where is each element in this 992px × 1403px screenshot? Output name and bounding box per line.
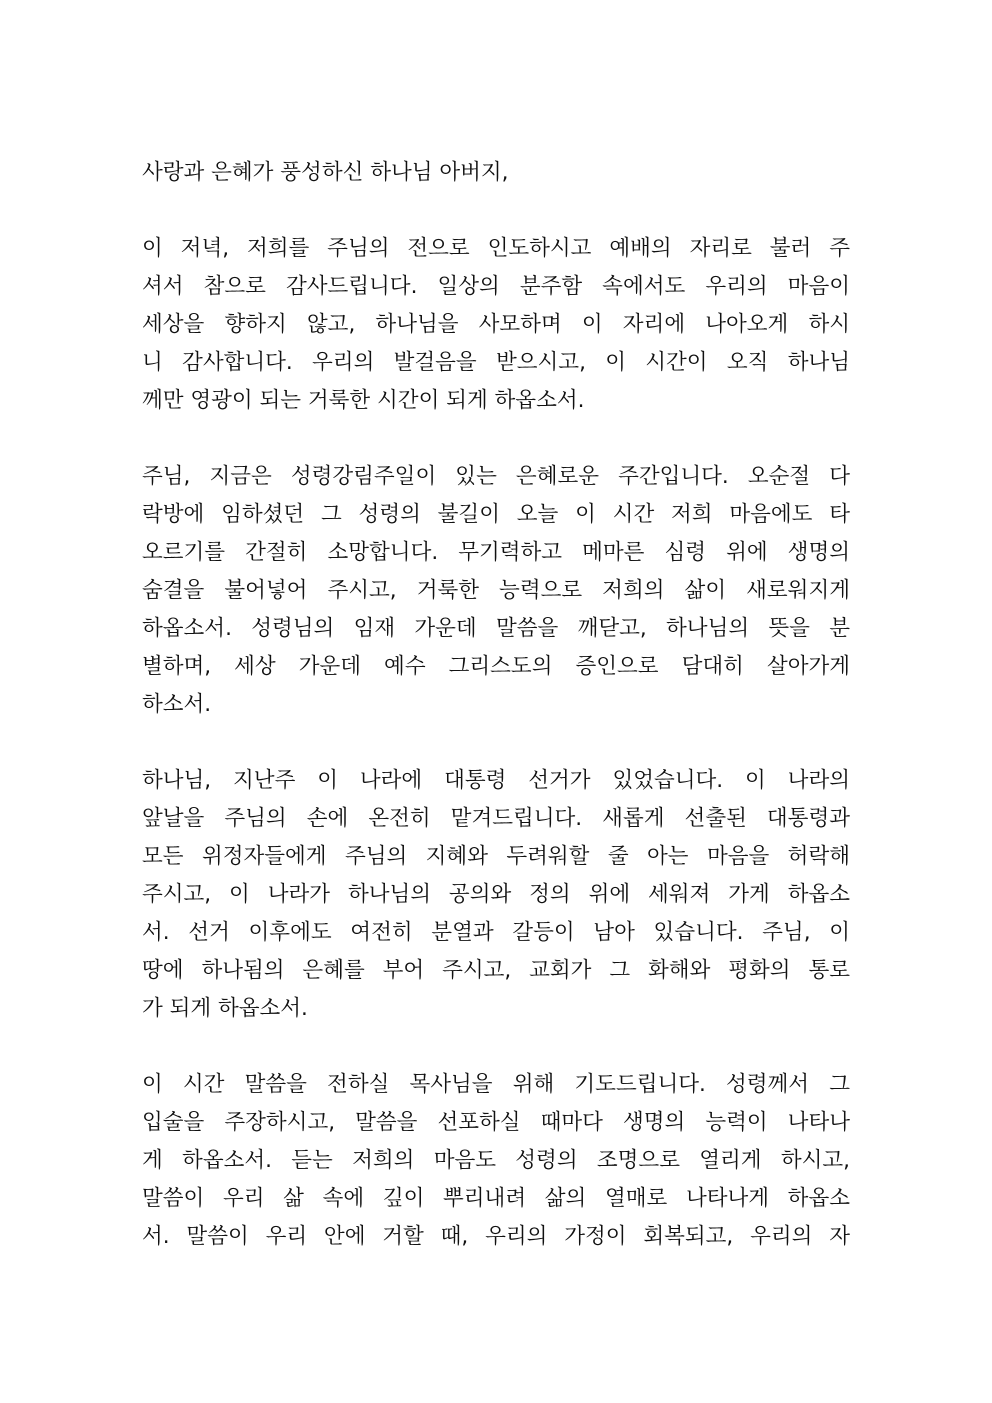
- text-line: 숨결을 불어넣어 주시고, 거룩한 능력으로 저희의 삶이 새로워지게: [142, 578, 850, 603]
- text-line: 앞날을 주님의 손에 온전히 맡겨드립니다. 새롭게 선출된 대통령과: [142, 806, 850, 831]
- text-line: 셔서 참으로 감사드립니다. 일상의 분주함 속에서도 우리의 마음이: [142, 274, 850, 299]
- text-line: 하나님, 지난주 이 나라에 대통령 선거가 있었습니다. 이 나라의: [142, 768, 850, 793]
- text-line: 주님, 지금은 성령강림주일이 있는 은혜로운 주간입니다. 오순절 다: [142, 464, 850, 489]
- text-line: 가 되게 하옵소서.: [142, 996, 308, 1021]
- text-line: 하옵소서. 성령님의 임재 가운데 말씀을 깨닫고, 하나님의 뜻을 분: [142, 616, 850, 641]
- paragraph-opening-thanks: [142, 230, 850, 420]
- text-line: 이 저녁, 저희를 주님의 전으로 인도하시고 예배의 자리로 불러 주: [142, 236, 850, 261]
- text-line: 서. 선거 이후에도 여전히 분열과 갈등이 남아 있습니다. 주님, 이: [142, 920, 850, 945]
- text-line: 게 하옵소서. 듣는 저희의 마음도 성령의 조명으로 열리게 하시고,: [142, 1148, 850, 1173]
- text-line: 말씀이 우리 삶 속에 깊이 뿌리내려 삶의 열매로 나타나게 하옵소: [142, 1186, 850, 1211]
- text-line: 모든 위정자들에게 주님의 지혜와 두려워할 줄 아는 마음을 허락해: [142, 844, 850, 869]
- text-line: 땅에 하나됨의 은혜를 부어 주시고, 교회가 그 화해와 평화의 통로: [142, 958, 850, 983]
- text-line: 락방에 임하셨던 그 성령의 불길이 오늘 이 시간 저희 마음에도 타: [142, 502, 850, 527]
- paragraph-pentecost: [142, 458, 850, 724]
- text-line: 하소서.: [142, 692, 212, 717]
- text-line: 니 감사합니다. 우리의 발걸음을 받으시고, 이 시간이 오직 하나님: [142, 350, 850, 375]
- text-line: 주시고, 이 나라가 하나님의 공의와 정의 위에 세워져 가게 하옵소: [142, 882, 850, 907]
- text-line: 세상을 향하지 않고, 하나님을 사모하며 이 자리에 나아오게 하시: [142, 312, 850, 337]
- text-line: 별하며, 세상 가운데 예수 그리스도의 증인으로 담대히 살아가게: [142, 654, 850, 679]
- greeting-line: 사랑과 은혜가 풍성하신 하나님 아버지,: [142, 160, 509, 185]
- text-line: 입술을 주장하시고, 말씀을 선포하실 때마다 생명의 능력이 나타나: [142, 1110, 850, 1135]
- prayer-text-body: [142, 154, 850, 1294]
- paragraph-nation: [142, 762, 850, 1028]
- paragraph-sermon: [142, 1066, 850, 1256]
- text-line: 이 시간 말씀을 전하실 목사님을 위해 기도드립니다. 성령께서 그: [142, 1072, 850, 1097]
- text-line: 오르기를 간절히 소망합니다. 무기력하고 메마른 심령 위에 생명의: [142, 540, 850, 565]
- text-line: 께만 영광이 되는 거룩한 시간이 되게 하옵소서.: [142, 388, 585, 413]
- text-line: 서. 말씀이 우리 안에 거할 때, 우리의 가정이 회복되고, 우리의 자: [142, 1224, 850, 1249]
